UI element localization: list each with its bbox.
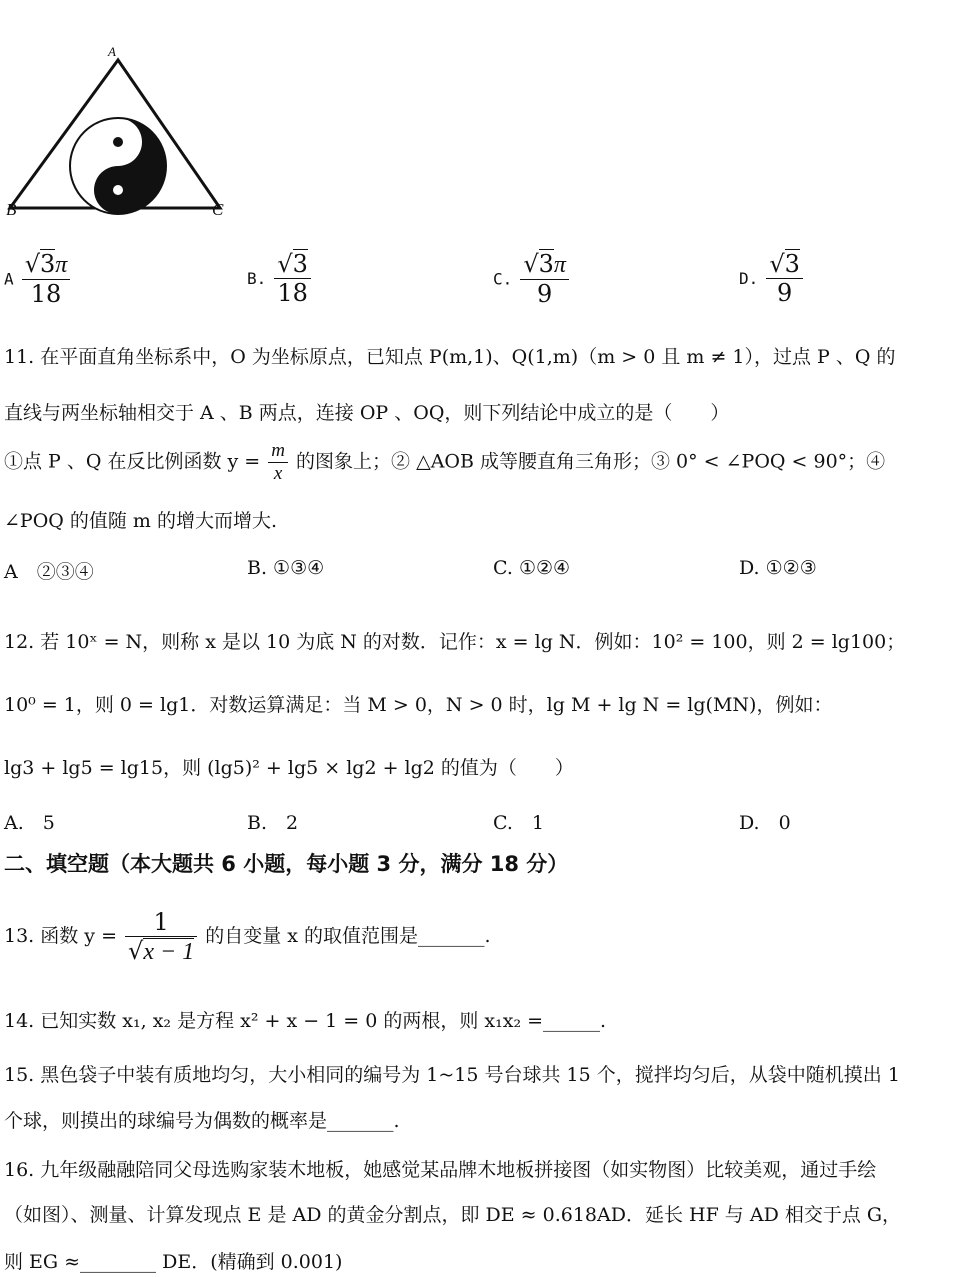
q12-option-b[interactable]: B. 2 [247, 812, 299, 834]
q16-line-1: 16. 九年级融融陪同父母选购家装木地板，她感觉某品牌木地板拼接图（如实物图）比较美观，通过手绘 [4, 1159, 877, 1181]
q16-line-3: 则 EG ≈________ DE．(精确到 0.001) [4, 1251, 343, 1273]
q11-option-d[interactable]: D. ①②③ [739, 557, 817, 579]
q11-option-c[interactable]: C. ①②④ [493, 557, 571, 579]
q11-option-a[interactable]: A ②③④ [4, 561, 94, 583]
q12-option-c[interactable]: C. 1 [493, 812, 544, 834]
q11-option-b[interactable]: B. ①③④ [247, 557, 325, 579]
q10-option-c[interactable]: C. $\frac{√3\pi}{9}$ [493, 250, 571, 308]
q11-line-1: 11. 在平面直角坐标系中，O 为坐标原点，已知点 P(m,1)、Q(1,m)（m > 0 且 m ≠ 1），过点 P 、Q 的 [4, 346, 896, 368]
q10-option-b[interactable]: B. $\frac{√3}{18}$ [247, 250, 313, 307]
vertex-a-label: A [108, 44, 116, 59]
q14-line: 14. 已知实数 x₁, x₂ 是方程 x² + x − 1 = 0 的两根，则 x₁x₂ =______. [4, 1010, 607, 1032]
q12-line-3: lg3 + lg5 = lg15，则 (lg5)² + lg5 × lg2 + lg2 的值为（ ） [4, 757, 574, 779]
q15-line-1: 15. 黑色袋子中装有质地均匀，大小相同的编号为 1~15 号台球共 15 个，搅拌均匀后，从袋中随机摸出 1 [4, 1064, 900, 1086]
q11-line-2: 直线与两坐标轴相交于 A 、B 两点，连接 OP 、OQ，则下列结论中成立的是（ ） [4, 402, 730, 424]
q12-option-a[interactable]: A. 5 [4, 812, 55, 834]
q10-option-a[interactable]: A $\frac{√3\pi}{18}$ [4, 250, 72, 308]
q11-line-4: ∠POQ 的值随 m 的增大而增大. [4, 510, 278, 532]
yinyang-symbol [70, 118, 166, 214]
triangle-yinyang-figure [0, 40, 240, 230]
q12-option-d[interactable]: D. 0 [739, 812, 791, 834]
q10-option-d[interactable]: D. $\frac{√3}{9}$ [739, 250, 805, 307]
q12-line-1: 12. 若 10ˣ = N，则称 x 是以 10 为底 N 的对数．记作：x = lg N．例如：10² = 100，则 2 = lg100； [4, 631, 906, 653]
q13-line: 13. 函数 y = $\frac{1}{√x - 1}$ 的自变量 x 的取值范围是_______. [4, 908, 491, 965]
q16-line-2: （如图）、测量、计算发现点 E 是 AD 的黄金分割点，即 DE ≈ 0.618AD．延长 HF 与 AD 相交于点 G， [4, 1204, 902, 1226]
vertex-b-label: B [6, 200, 17, 219]
q11-line-3: ①点 P 、Q 在反比例函数 y = $\frac{m}{x}$ 的图象上；② △AOB 成等腰直角三角形；③ 0° < ∠POQ < 90°；④ [4, 440, 886, 484]
section-2-heading: 二、填空题（本大题共 6 小题，每小题 3 分，满分 18 分） [4, 852, 569, 876]
q12-line-2: 10⁰ = 1，则 0 = lg1．对数运算满足：当 M > 0，N > 0 时，lg M + lg N = lg(MN)，例如： [4, 694, 833, 716]
q15-line-2: 个球，则摸出的球编号为偶数的概率是_______. [4, 1110, 400, 1132]
vertex-c-label: C [212, 200, 224, 219]
